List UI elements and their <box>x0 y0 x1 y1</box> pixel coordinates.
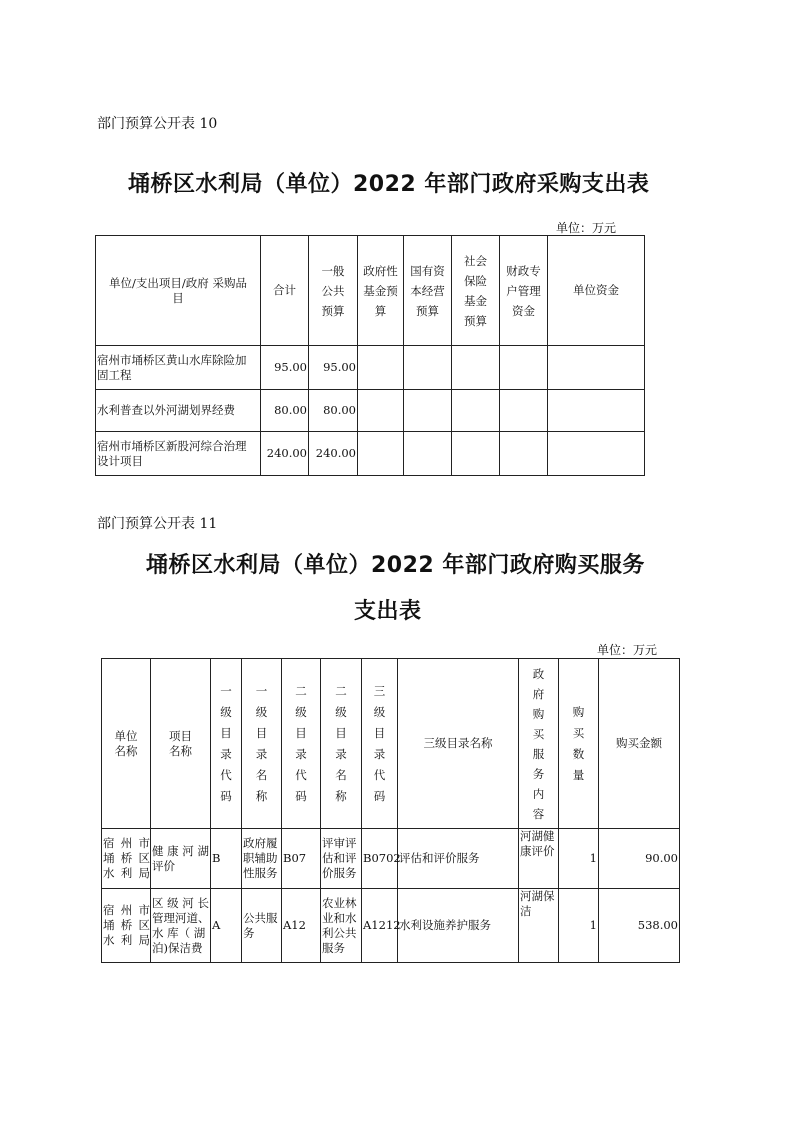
cell-line: 性服务 <box>243 866 278 880</box>
header-line: 户管理 <box>506 283 541 298</box>
row-special <box>500 346 548 390</box>
row-quantity: 1 <box>559 829 599 889</box>
cell-line: 服务 <box>322 940 345 955</box>
cell-line: 农业林 <box>322 895 357 910</box>
cell-line: 管理河道、 <box>152 910 210 925</box>
table-header-row <box>96 236 645 346</box>
row-name <box>96 432 261 476</box>
cell-line: 政府履 <box>243 836 278 850</box>
row-project-name <box>151 889 211 963</box>
row-total: 80.00 <box>261 390 309 432</box>
cell-line: 业和水 <box>322 910 357 925</box>
procurement-table <box>95 235 645 476</box>
row-l3-code: B0702 <box>362 829 398 889</box>
row-unit-funds <box>548 432 645 476</box>
cell-line: 康评价 <box>520 844 555 858</box>
cell-line: 健 康 河 湖 <box>152 843 209 858</box>
cell-line: 泊)保洁费 <box>152 940 203 955</box>
row-l2-code: A12 <box>282 889 321 963</box>
header-text: 一级目录名称 <box>255 683 268 803</box>
header-l2-code <box>282 659 321 829</box>
cell-line: 宿 州 市 <box>103 903 150 917</box>
row-state <box>404 346 452 390</box>
table-row <box>96 390 645 432</box>
cell-line: 埇 桥 区 <box>103 851 150 865</box>
row-name-line: 宿州市埇桥区新股河综合治理 <box>97 438 247 453</box>
row-name-line: 设计项目 <box>97 453 143 468</box>
header-line: 政府性 <box>363 263 398 278</box>
cell-line: 水利局 <box>103 933 150 947</box>
row-unit-funds <box>548 346 645 390</box>
header-line: 名称 <box>114 743 138 758</box>
header-special-account-funds <box>500 236 548 346</box>
cell-line: 埇 桥 区 <box>103 918 150 932</box>
header-text: 三级目录代码 <box>373 683 386 803</box>
unit-label-2: 单位：万元 <box>597 643 658 657</box>
page-title-services-line1: 埇桥区水利局（单位）2022 年部门政府购买服务 <box>146 553 645 578</box>
header-amount: 购买金额 <box>599 659 680 829</box>
header-line: 保险 <box>464 273 487 288</box>
unit-label-1: 单位：万元 <box>556 221 617 235</box>
page-title-procurement: 埇桥区水利局（单位）2022 年部门政府采购支出表 <box>128 172 650 197</box>
row-fund <box>358 390 404 432</box>
row-amount: 538.00 <box>599 889 680 963</box>
cell-line: 估和评 <box>322 851 357 865</box>
cell-line: 公共服 <box>243 910 278 925</box>
table-label-10: 部门预算公开表 10 <box>97 116 218 132</box>
row-l2-code: B07 <box>282 829 321 889</box>
cell-line: 职辅助 <box>243 851 278 865</box>
row-l1-name <box>242 889 282 963</box>
header-state-capital-budget <box>404 236 452 346</box>
header-l3-code <box>362 659 398 829</box>
row-unit-funds <box>548 390 645 432</box>
cell-line: 宿 州 市 <box>103 836 150 850</box>
row-project-name <box>151 829 211 889</box>
cell-line: 河湖健 <box>520 829 555 843</box>
header-general-budget <box>309 236 358 346</box>
header-line: 国有资 <box>410 263 445 278</box>
header-l1-code <box>211 659 242 829</box>
header-text: 政府购买服务内容 <box>532 666 545 821</box>
table-row <box>96 346 645 390</box>
header-line: 社会 <box>464 253 487 268</box>
header-text: 二级目录代码 <box>295 683 307 803</box>
row-l3-name: 水利设施养护服务 <box>398 889 519 963</box>
header-text: 一级目录代码 <box>220 683 232 803</box>
row-service-content <box>519 889 559 963</box>
cell-line: 评审评 <box>322 836 357 850</box>
header-text: 二级目录名称 <box>335 683 347 803</box>
row-unit-name <box>102 889 151 963</box>
header-unit-funds: 单位资金 <box>548 236 645 346</box>
header-line: 公共 <box>321 283 345 298</box>
row-general: 95.00 <box>309 346 358 390</box>
service-purchase-table <box>101 658 680 963</box>
table-row <box>102 829 680 889</box>
header-line: 单位 <box>114 728 138 743</box>
row-total: 240.00 <box>261 432 309 476</box>
row-amount: 90.00 <box>599 829 680 889</box>
row-state <box>404 432 452 476</box>
header-line: 预算 <box>464 313 487 328</box>
row-special <box>500 432 548 476</box>
row-name-line: 固工程 <box>97 367 132 382</box>
header-l3-name: 三级目录名称 <box>398 659 519 829</box>
row-l2-name <box>321 829 362 889</box>
header-line: 基金 <box>464 293 487 308</box>
cell-line: 务 <box>243 925 255 940</box>
row-l3-name: 评估和评价服务 <box>398 829 519 889</box>
header-line: 本经营 <box>410 283 445 298</box>
row-social <box>452 390 500 432</box>
cell-line: 评价 <box>152 858 175 873</box>
header-unit-name <box>102 659 151 829</box>
row-quantity: 1 <box>559 889 599 963</box>
row-name <box>96 390 261 432</box>
header-line: 算 <box>374 303 387 318</box>
row-name <box>96 346 261 390</box>
row-fund <box>358 346 404 390</box>
row-general: 240.00 <box>309 432 358 476</box>
header-total: 合计 <box>261 236 309 346</box>
header-l1-name <box>242 659 282 829</box>
row-state <box>404 390 452 432</box>
cell-line: 河湖保 <box>520 889 555 903</box>
row-unit-name <box>102 829 151 889</box>
cell-line: 洁 <box>520 904 532 918</box>
cell-line: 区 级 河 长 <box>152 895 209 910</box>
header-quantity <box>559 659 599 829</box>
header-line: 单位/支出项目/政府 采购品 <box>109 275 247 290</box>
page-title-services-line2: 支出表 <box>354 599 422 624</box>
row-l1-name <box>242 829 282 889</box>
header-line: 一般 <box>321 263 345 278</box>
row-total: 95.00 <box>261 346 309 390</box>
row-name-line: 水利普查以外河湖划界经费 <box>97 403 235 417</box>
table-label-11: 部门预算公开表 11 <box>97 516 218 532</box>
row-l3-code: A1212 <box>362 889 398 963</box>
header-line: 财政专 <box>506 263 541 278</box>
header-social-insurance-budget <box>452 236 500 346</box>
row-l2-name <box>321 889 362 963</box>
header-line: 项目 <box>169 728 192 743</box>
table-header-row <box>102 659 680 829</box>
header-unit-item <box>96 236 261 346</box>
header-line: 名称 <box>169 743 192 758</box>
header-service-content <box>519 659 559 829</box>
cell-line: 价服务 <box>322 866 357 880</box>
table-row <box>96 432 645 476</box>
row-special <box>500 390 548 432</box>
header-gov-fund-budget <box>358 236 404 346</box>
header-line: 资金 <box>512 303 535 318</box>
row-fund <box>358 432 404 476</box>
header-line: 目 <box>172 290 184 305</box>
cell-line: 利公共 <box>322 925 357 940</box>
header-project-name <box>151 659 211 829</box>
row-l1-code: A <box>211 889 242 963</box>
cell-line: 水 库（ 湖 <box>152 925 206 940</box>
header-line: 预算 <box>321 303 345 318</box>
table-row <box>102 889 680 963</box>
row-social <box>452 346 500 390</box>
header-l2-name <box>321 659 362 829</box>
row-l1-code: B <box>211 829 242 889</box>
header-text: 购买数量 <box>572 704 585 782</box>
header-line: 基金预 <box>363 283 398 298</box>
row-name-line: 宿州市埇桥区黄山水库除险加 <box>97 352 247 367</box>
row-social <box>452 432 500 476</box>
row-service-content <box>519 829 559 889</box>
header-line: 预算 <box>416 303 439 318</box>
row-general: 80.00 <box>309 390 358 432</box>
cell-line: 水利局 <box>103 866 150 880</box>
